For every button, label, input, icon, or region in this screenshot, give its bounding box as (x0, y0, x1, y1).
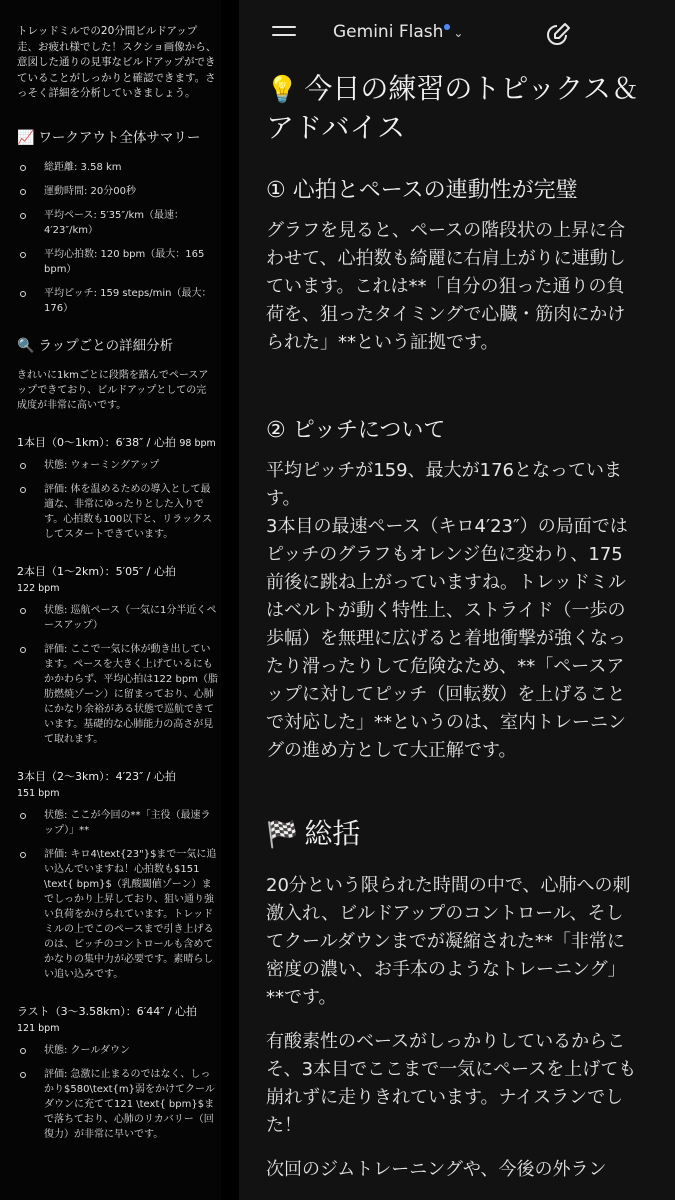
lap-4-list (17, 1043, 221, 1142)
lap-2-title (17, 564, 217, 597)
bullet-icon (20, 1048, 26, 1054)
top-app-bar (239, 0, 675, 62)
topics-heading-text: 今日の練習のトピックス＆アドバイス (266, 72, 639, 144)
lap-hr-text: 98 bpm (179, 437, 216, 449)
lap-2-list (17, 603, 221, 747)
response-content (239, 62, 675, 1184)
spacer (266, 357, 675, 415)
summary-item (20, 160, 220, 175)
lap-item (20, 1067, 220, 1142)
summary-item (20, 208, 220, 238)
summary-item (20, 184, 220, 199)
lap-item (20, 642, 220, 747)
bullet-icon (20, 291, 26, 297)
lap-item-text: 評価: キロ4\text{23"}$まで一気に追い込んでいますね！心拍数も$151 \text{ bpm}$（乳酸閾値ゾーン）までしっかり上昇しており、狙い通り強い負荷をかけられています。トレッドミルの上でこのペースまで引き上げるのは、ピッチのコントロールも含めてかなりの集中力が必要です。素晴らしい追い込みです。 (44, 848, 217, 980)
lap-1-title (17, 435, 217, 452)
pane-divider (221, 0, 239, 1200)
lap-item-text: 状態: ウォーミングアップ (44, 459, 160, 471)
summary-heading-text: 総括 (304, 817, 361, 850)
lap-title-text: 3本目（2〜3km）：4′23″ / 心拍 (17, 769, 176, 783)
lap-item (20, 1043, 220, 1058)
lap-3-list (17, 808, 221, 982)
lap-item (20, 808, 220, 838)
bullet-icon (20, 1072, 26, 1078)
summary-item-text: 運動時間: 20分00秒 (44, 185, 136, 197)
lap-item (20, 603, 220, 633)
lap-item-text: 状態: 巡航ペース（一気に1分半近くペースアップ） (44, 604, 217, 631)
new-indicator-dot (444, 24, 450, 30)
light-bulb-icon: 💡 (266, 75, 299, 105)
lap-hr-text: 121 bpm (17, 1022, 60, 1034)
summary-heading (17, 126, 221, 146)
lap-item (20, 847, 220, 982)
bullet-icon (20, 852, 26, 858)
summary-body-2: 有酸素性のベースがしっかりしているからこそ、3本目でここまで一気にペースを上げても崩れずに走りきれています。ナイスランでした！ (266, 1031, 637, 1136)
lap-item-text: 評価: 急激に止まるのではなく、しっかり$580\text{m}弱をかけてクールダウンに充てて121 \text{ bpm}$まで落ちており、心肺のリカバリー（回復力）が非常に早いです。 (44, 1068, 215, 1140)
bullet-icon (20, 813, 26, 819)
lap-item-text: 状態: クールダウン (44, 1044, 130, 1056)
lap-3-title (17, 769, 217, 802)
bullet-icon (20, 487, 26, 493)
lap-item (20, 482, 220, 542)
lap-item-text: 評価: 体を温めるための導入として最適な、非常にゆったりとした入りです。心拍数も100以下と、リラックスしてスタートできています。 (44, 483, 212, 540)
lap-hr-text: 151 bpm (17, 787, 60, 799)
bullet-icon (20, 213, 26, 219)
lap-1-list (17, 458, 221, 542)
lap-hr-text: 122 bpm (17, 582, 60, 594)
magnifier-icon: 🔍 (17, 337, 35, 354)
bullet-icon (20, 252, 26, 258)
summary-body-3: 次回のジムトレーニングや、今後の外ラン (266, 1159, 607, 1180)
section-1-title: ① 心拍とペースの連動性が完璧 (266, 178, 578, 203)
section-2-body-1: 平均ピッチが159、最大が176となっています。 (266, 460, 622, 509)
lap-item-text: 評価: ここで一気に体が動き出しています。ペースを大きく上げているにもかかわらず、平均心拍は122 bpm（脂肪燃焼ゾーン）に留まっており、心肺にかなり余裕がある状態で巡航できています。基礎的な心肺能力の高さが見て取れます。 (44, 643, 218, 745)
bullet-icon (20, 165, 26, 171)
intro-text: トレッドミルでの20分間ビルドアップ走、お疲れ様でした！スクショ画像から、意図した通りの見事なビルドアップができていることがしっかりと確認できます。さっそく詳細を分析していきましょう。 (17, 25, 217, 99)
laps-heading-label: ラップごとの詳細分析 (38, 337, 174, 354)
chevron-down-icon: ⌄ (453, 26, 464, 40)
model-selector[interactable] (333, 22, 463, 42)
laps-intro: きれいに1kmごとに段階を踏んでペースアップできており、ビルドアップとしての完成度が非常に高いです。 (17, 369, 209, 411)
lap-title-text: 2本目（1〜2km）：5′05″ / 心拍 (17, 564, 176, 578)
summary-item-text: 総距離: 3.58 km (44, 161, 122, 173)
lap-title-text: ラスト（3〜3.58km）：6′44″ / 心拍 (17, 1004, 198, 1018)
lap-item (20, 458, 220, 473)
lap-4-title (17, 1004, 217, 1037)
left-pane (0, 0, 221, 1200)
summary-item-text: 平均心拍数: 120 bpm（最大：165 bpm） (44, 248, 205, 275)
summary-item (20, 247, 220, 277)
bullet-icon (20, 647, 26, 653)
checkered-flag-icon: 🏁 (266, 820, 299, 850)
summary-item-text: 平均ペース: 5′35″/km（最速：4′23″/km） (44, 209, 185, 236)
lap-title-text: 1本目（0〜1km）：6′38″ / 心拍 (17, 435, 176, 449)
menu-icon[interactable] (272, 26, 296, 42)
bullet-icon (20, 189, 26, 195)
summary-heading-label: ワークアウト全体サマリー (38, 129, 201, 146)
summary-heading (266, 815, 656, 854)
section-2-title: ② ピッチについて (266, 418, 446, 443)
chart-increasing-icon: 📈 (17, 129, 35, 146)
summary-item-text: 平均ピッチ: 159 steps/min（最大：176） (44, 287, 212, 314)
model-name: Gemini Flash (333, 22, 444, 42)
topics-heading (266, 70, 656, 147)
lap-item-text: 状態: ここが今回の**「主役（最速ラップ）」** (44, 809, 211, 836)
new-chat-icon[interactable] (543, 22, 571, 48)
section-2-body-2: 3本目の最速ペース（キロ4′23″）の局面ではピッチのグラフもオレンジ色に変わり、175前後に跳ね上がっていますね。トレッドミルはベルトが動く特性上、ストライド（一歩の歩幅）を無理に広げると着地衝撃が強くなったり滑ったりして危険なため、**「ペースアップに対してピッチ（回転数）を上げることで対応した」**というのは、室内トレーニングの進め方として大正解です。 (266, 516, 628, 761)
right-pane (239, 0, 675, 1200)
summary-body-1: 20分という限られた時間の中で、心肺への刺激入れ、ビルドアップのコントロール、そしてクールダウンまでが凝縮された**「非常に密度の濃い、お手本のようなトレーニング」**です。 (266, 875, 631, 1008)
section-1-body: グラフを見ると、ペースの階段状の上昇に合わせて、心拍数も綺麗に右肩上がりに連動しています。これは**「自分の狙った通りの負荷を、狙ったタイミングで心臓・筋肉にかけられた」**という証拠です。 (266, 220, 626, 353)
summary-list (17, 160, 221, 316)
bullet-icon (20, 463, 26, 469)
laps-heading (17, 334, 221, 354)
summary-item (20, 286, 220, 316)
bullet-icon (20, 608, 26, 614)
